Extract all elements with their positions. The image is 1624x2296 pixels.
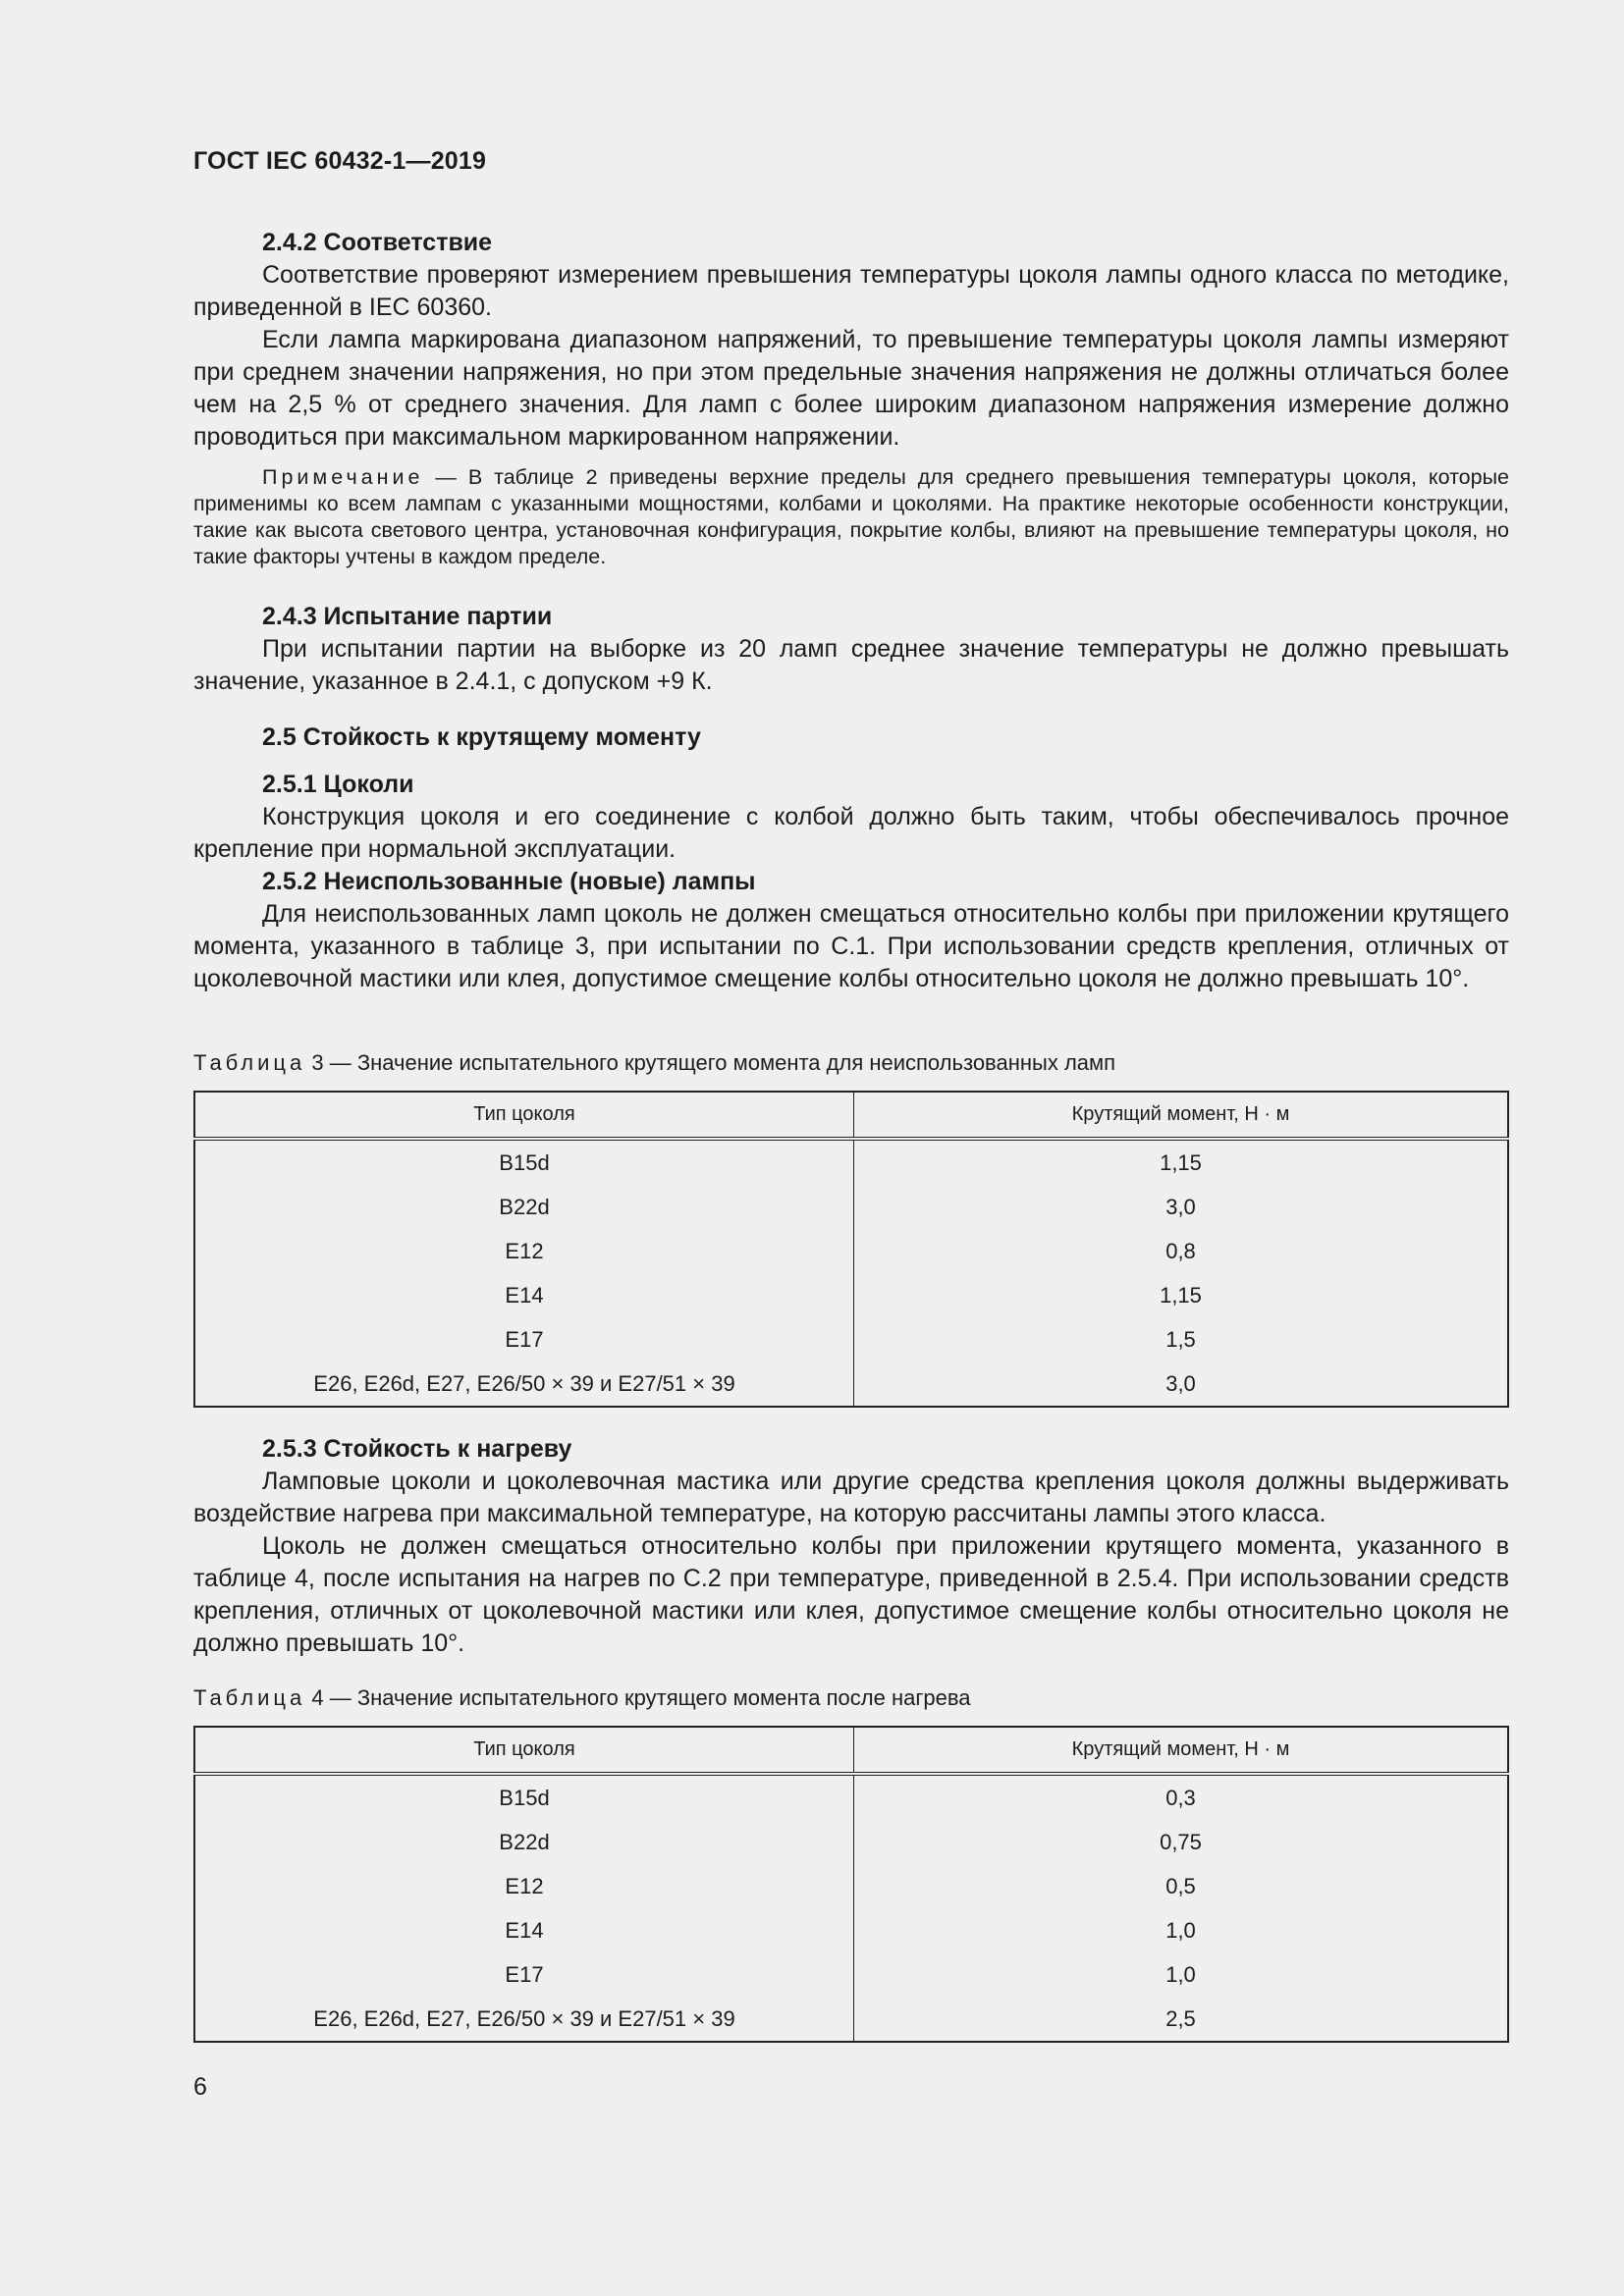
section-heading: 2.5.2 Неиспользованные (новые) лампы (262, 868, 756, 895)
table-row (194, 1864, 1508, 1908)
table-header-row (194, 1727, 1508, 1774)
table-label: Таблица (193, 1685, 306, 1710)
table-cell: B22d (194, 1820, 854, 1864)
section-2-4-2 (193, 227, 1509, 570)
table-row (194, 1997, 1508, 2042)
table-cell: E14 (194, 1908, 854, 1952)
table-cell: 1,5 (854, 1317, 1509, 1362)
section-2-5 (193, 721, 1509, 754)
note-label: Примечание (262, 465, 424, 489)
paragraph: Если лампа маркирована диапазоном напряжений, то превышение температуры цоколя лампы измеряют при среднем значении напряжения, но при этом предельные значения напряжения не должны отличаться более чем на 2,5 % от среднего значения. Для ламп с более широким диапазоном напряжения измерение должно проводиться при максимальном маркированном напряжении. (193, 326, 1509, 451)
table-row (194, 1908, 1508, 1952)
table-cell: E17 (194, 1317, 854, 1362)
table-row (194, 1185, 1508, 1229)
table-cell: 1,0 (854, 1952, 1509, 1997)
table-cell: 0,75 (854, 1820, 1509, 1864)
table-header-row (194, 1092, 1508, 1139)
note-text: — В таблице 2 приведены верхние пределы для среднего превышения температуры цоколя, которые применимы ко всем лампам с указанными мощностями, колбами и цоколями. На практике некоторые особенности конструкции, такие как высота светового центра, установочная конфигурация, покрытие колбы, влияют на превышение температуры цоколя, но такие факторы учтены в каждом пределе. (193, 465, 1509, 568)
section-2-5-2 (193, 866, 1509, 995)
section-heading: 2.5.1 Цоколи (262, 771, 414, 798)
table-cell: E12 (194, 1864, 854, 1908)
table-label: Таблица (193, 1050, 306, 1075)
table-cell: 2,5 (854, 1997, 1509, 2042)
document-header: ГОСТ IEC 60432-1—2019 (193, 147, 487, 175)
column-header: Крутящий момент, Н · м (854, 1727, 1509, 1774)
table-cell: 0,8 (854, 1229, 1509, 1273)
table-4 (193, 1726, 1509, 2043)
table-row (194, 1317, 1508, 1362)
table-cell: 1,15 (854, 1139, 1509, 1185)
note (193, 464, 1509, 570)
table-cell: B22d (194, 1185, 854, 1229)
paragraph: При испытании партии на выборке из 20 ламп среднее значение температуры не должно превышать значение, указанное в 2.4.1, с допуском +9 К. (193, 635, 1509, 695)
table-cell: 0,3 (854, 1774, 1509, 1820)
table-cell: E26, E26d, E27, E26/50 × 39 и E27/51 × 39 (194, 1997, 854, 2042)
table-row (194, 1229, 1508, 1273)
table-caption (193, 1048, 1509, 1078)
table-cell: E12 (194, 1229, 854, 1273)
section-heading: 2.5 Стойкость к крутящему моменту (262, 723, 701, 751)
table-cell: 3,0 (854, 1185, 1509, 1229)
column-header: Тип цоколя (194, 1092, 854, 1139)
table-cell: B15d (194, 1774, 854, 1820)
table-cell: E26, E26d, E27, E26/50 × 39 и E27/51 × 39 (194, 1362, 854, 1407)
paragraph: Соответствие проверяют измерением превышения температуры цоколя лампы одного класса по методике, приведенной в IEC 60360. (193, 261, 1509, 321)
table-cell: 3,0 (854, 1362, 1509, 1407)
column-header: Тип цоколя (194, 1727, 854, 1774)
table-row (194, 1139, 1508, 1185)
paragraph: Ламповые цоколи и цоколевочная мастика или другие средства крепления цоколя должны выдерживать воздействие нагрева при максимальной температуре, на которую рассчитаны лампы этого класса. (193, 1468, 1509, 1527)
table-3-block (193, 1048, 1509, 1408)
table-cell: 1,0 (854, 1908, 1509, 1952)
table-caption-text: 4 — Значение испытательного крутящего момента после нагрева (305, 1685, 971, 1710)
section-2-5-1 (193, 769, 1509, 866)
paragraph: Цоколь не должен смещаться относительно колбы при приложении крутящего момента, указанного в таблице 4, после испытания на нагрев по С.2 при температуре, приведенной в 2.5.4. При использовании средств крепления, отличных от цоколевочной мастики или клея, допустимое смещение колбы относительно цоколя не должно превышать 10°. (193, 1532, 1509, 1657)
page-number: 6 (193, 2073, 207, 2101)
table-cell: 1,15 (854, 1273, 1509, 1317)
table-cell: E14 (194, 1273, 854, 1317)
table-caption (193, 1683, 1509, 1713)
section-heading: 2.4.3 Испытание партии (262, 603, 553, 630)
section-heading: 2.5.3 Стойкость к нагреву (262, 1435, 572, 1463)
table-cell: 0,5 (854, 1864, 1509, 1908)
table-caption-text: 3 — Значение испытательного крутящего момента для неиспользованных ламп (305, 1050, 1116, 1075)
table-3 (193, 1091, 1509, 1408)
paragraph: Для неиспользованных ламп цоколь не должен смещаться относительно колбы при приложении крутящего момента, указанного в таблице 3, при испытании по С.1. При использовании средств крепления, отличных от цоколевочной мастики или клея, допустимое смещение колбы относительно цоколя не должно превышать 10°. (193, 900, 1509, 992)
section-2-5-3 (193, 1433, 1509, 1660)
table-row (194, 1820, 1508, 1864)
table-row (194, 1774, 1508, 1820)
table-4-block (193, 1683, 1509, 2043)
table-row (194, 1273, 1508, 1317)
section-2-4-3 (193, 601, 1509, 698)
paragraph: Конструкция цоколя и его соединение с колбой должно быть таким, чтобы обеспечивалось прочное крепление при нормальной эксплуатации. (193, 803, 1509, 863)
table-cell: E17 (194, 1952, 854, 1997)
table-row (194, 1952, 1508, 1997)
table-cell: B15d (194, 1139, 854, 1185)
section-heading: 2.4.2 Соответствие (262, 229, 493, 256)
table-row (194, 1362, 1508, 1407)
column-header: Крутящий момент, Н · м (854, 1092, 1509, 1139)
